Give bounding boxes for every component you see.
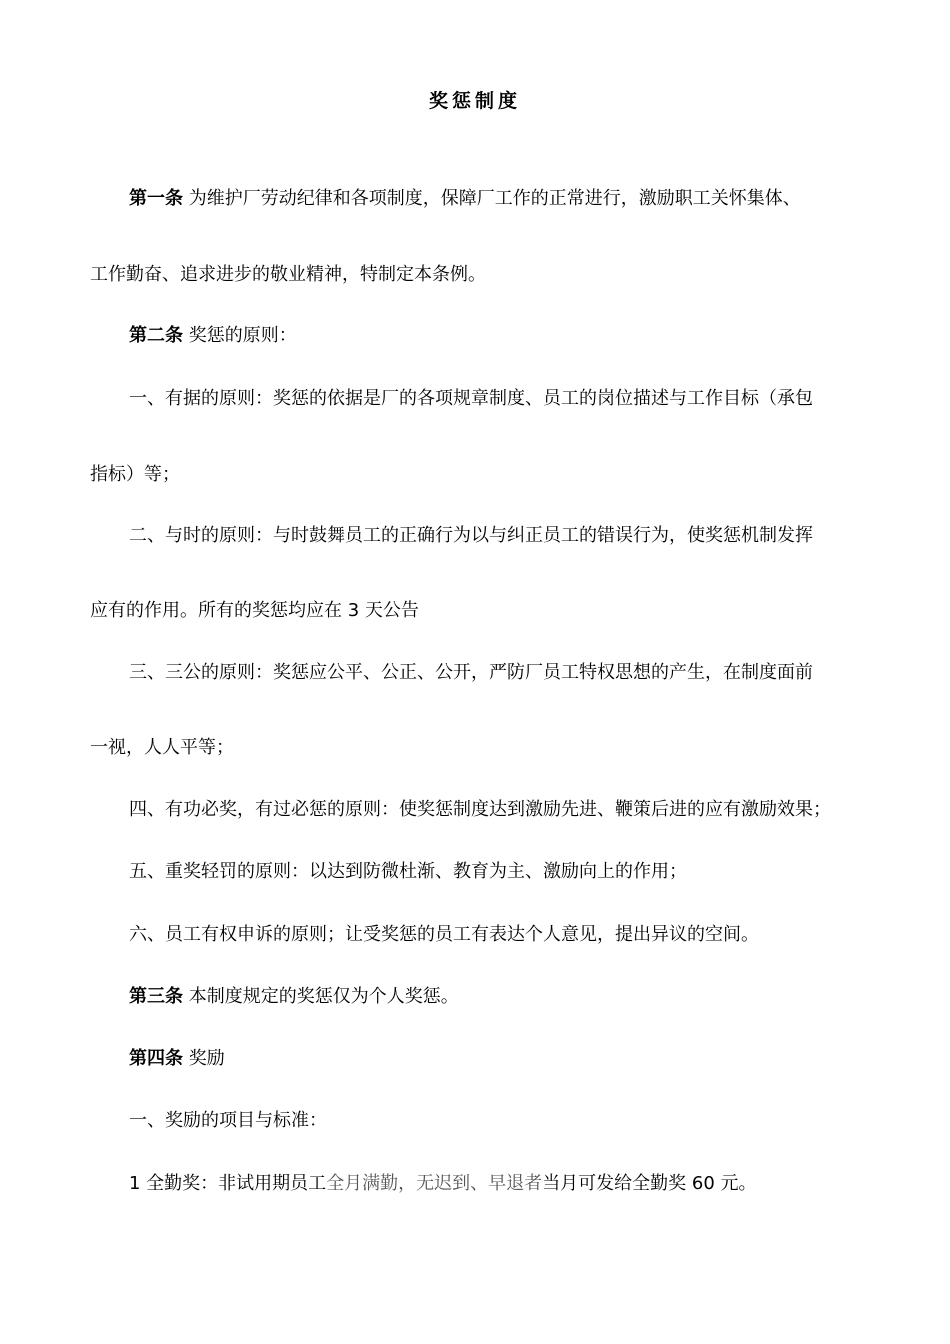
article-1-text-1: 为维护厂劳动纪律和各项制度，保障厂工作的正常进行，激励职工关怀集体、 <box>188 188 801 209</box>
article-2-line <box>129 323 865 349</box>
principle-2-line-2: 应有的作用。所有的奖惩均应在 3 天公告 <box>90 600 419 621</box>
principle-3-line-2: 一视，人人平等； <box>90 737 234 758</box>
principle-1-line-1: 一、有据的原则：奖惩的依据是厂的各项规章制度、员工的岗位描述与工作目标（承包 <box>129 388 813 409</box>
principle-1-line-2: 指标）等； <box>90 464 180 485</box>
article-4-line <box>129 1046 865 1072</box>
principle-3-line-1: 三、三公的原则：奖惩应公平、公正、公开，严防厂员工特权思想的产生，在制度面前 <box>129 662 813 683</box>
reward-section-heading: 一、奖励的项目与标准： <box>129 1110 327 1131</box>
article-4-text: 奖励 <box>188 1048 225 1069</box>
article-1-label: 第一条 <box>129 188 183 209</box>
reward-item-1 <box>129 1171 865 1197</box>
article-2-text: 奖惩的原则： <box>188 325 297 346</box>
principle-2-line-1: 二、与时的原则：与时鼓舞员工的正确行为以与纠正员工的错误行为，使奖惩机制发挥 <box>129 525 813 546</box>
article-2-label: 第二条 <box>129 325 183 346</box>
principle-6: 六、员工有权申诉的原则；让受奖惩的员工有表达个人意见，提出异议的空间。 <box>129 924 759 945</box>
article-3-text: 本制度规定的奖惩仅为个人奖惩。 <box>188 986 459 1007</box>
reward-item-1-part-1: 1 全勤奖：非试用期员工 <box>129 1173 327 1194</box>
article-3-line <box>129 984 865 1010</box>
principle-5: 五、重奖轻罚的原则：以达到防微杜渐、教育为主、激励向上的作用； <box>129 861 687 882</box>
article-1-text-2: 工作勤奋、追求进步的敬业精神，特制定本条例。 <box>90 264 486 285</box>
article-1-line-1 <box>129 186 865 212</box>
reward-item-1-part-2: 全月满勤，无迟到、早退者 <box>326 1173 543 1194</box>
document-title: 奖惩制度 <box>428 90 521 112</box>
principle-4: 四、有功必奖，有过必惩的原则：使奖惩制度达到激励先进、鞭策后进的应有激励效果； <box>129 799 831 820</box>
article-4-label: 第四条 <box>129 1048 183 1069</box>
reward-item-1-part-3: 当月可发给全勤奖 60 元。 <box>542 1173 757 1194</box>
article-3-label: 第三条 <box>129 986 183 1007</box>
